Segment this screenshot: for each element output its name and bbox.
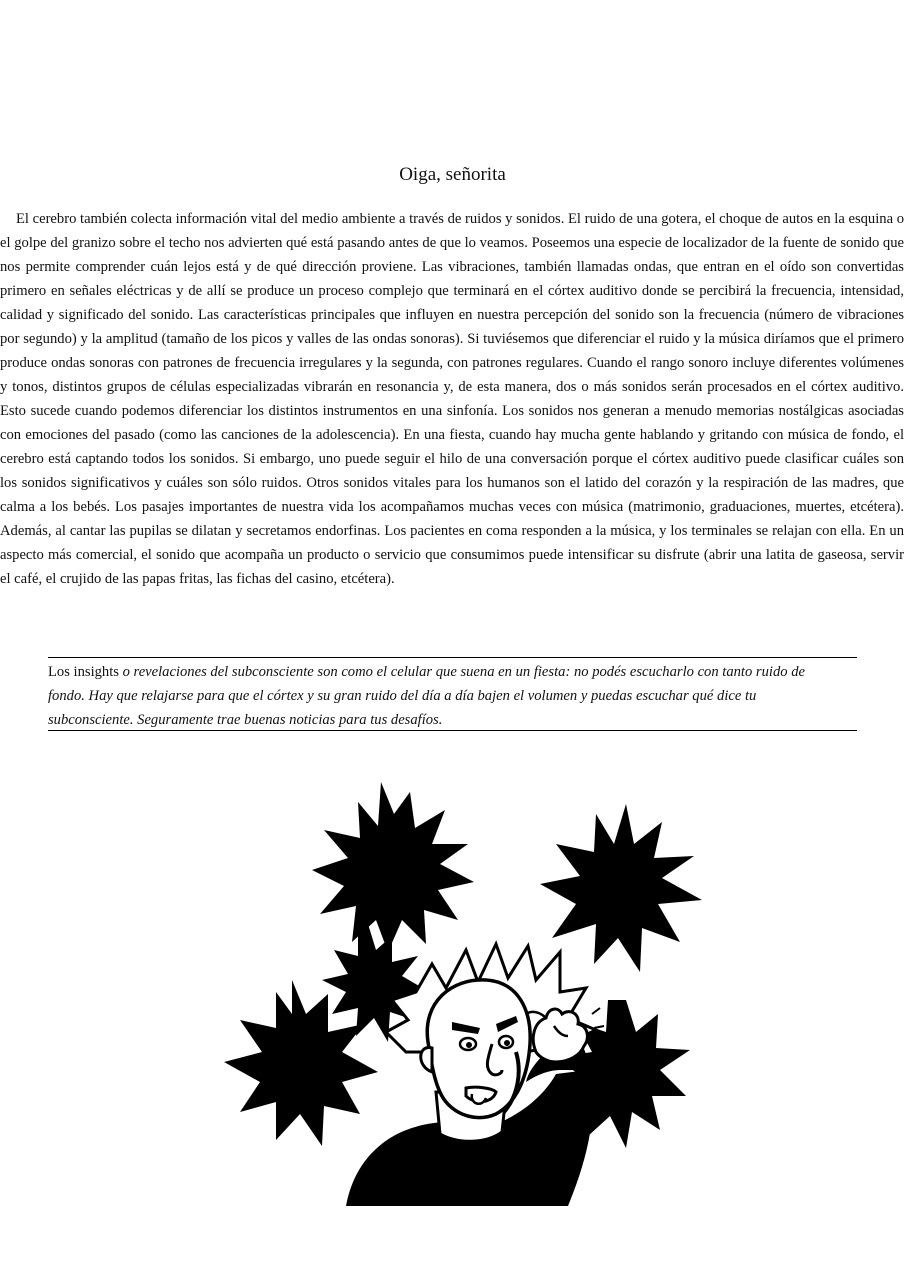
body-paragraph: El cerebro también colecta información vital del medio ambiente a través de ruidos y sonidos. El ruido de una gotera, el choque de autos en la esquina o el golpe del granizo sobre el techo nos advierten qué está pasando antes de que lo veamos. Poseemos una especie de localizador de la fuente de sonido que nos permite comprender cuán lejos está y de qué dirección proviene. Las vibraciones, también llamadas ondas, que entran en el oído son convertidas primero en señales eléctricas y de allí se produce un proceso complejo que terminará en el córtex auditivo donde se percibirá la frecuencia, intensidad, calidad y significado del sonido. Las características principales que influyen en nuestra percepción del sonido son la frecuencia (número de vibraciones por segundo) y la amplitud (tamaño de los picos y valles de las ondas sonoras). Si tuviésemos que diferenciar el ruido y la música diríamos que el primero produce ondas sonoras con patrones de frecuencia irregulares y la segunda, con patrones regulares. Cuando el rango sonoro incluye diferentes volúmenes y tonos, distintos grupos de células especializadas vibrarán en resonancia y, de esta manera, dos o más sonidos serán procesados en el córtex auditivo. Esto sucede cuando podemos diferenciar los distintos instrumentos en una sinfonía. Los sonidos nos generan a menudo memorias nostálgicas asociadas con emociones del pasado (como las canciones de la adolescencia). En una fiesta, cuando hay mucha gente hablando y gritando con música de fondo, el cerebro está captando todos los sonidos. Si embargo, uno puede seguir el hilo de una conversación porque el córtex auditivo puede clasificar cuáles son los sonidos significativos y cuáles son sólo ruidos. Otros sonidos vitales para los humanos son el latido del corazón y la respiración de las madres, que calma a los bebés. Los pasajes importantes de nuestra vida los acompañamos muchas veces con música (matrimonio, graduaciones, muertes, etcétera). Además, al cantar las pupilas se dilatan y secretamos endorfinas. Los pacientes en coma responden a la música, y los terminales se relajan con ella. En un aspecto más comercial, el sonido que acompaña un producto o servicio que consumimos puede intensificar su disfrute (abrir una latita de gaseosa, servir el café, el crujido de las papas fritas, las fichas del casino, etcétera). bbox=[0, 211, 904, 587]
noise-burst-top-right bbox=[540, 804, 702, 972]
ear bbox=[421, 1048, 432, 1072]
noise-burst-top bbox=[312, 782, 474, 952]
thinking-man-with-noise-bursts-icon bbox=[196, 752, 710, 1206]
callout-text: o revelaciones del subconsciente son como el celular que suena en un fiesta: no podés escucharlo con tanto ruido de fondo. Hay que relajarse para que el córtex y su gran ruido del día a día bajen el volumen y puedas escuchar qué dice tu subconsciente. Seguramente trae buenas noticias para tus desafíos. bbox=[48, 664, 805, 728]
page-title: Oiga, señorita bbox=[399, 164, 506, 185]
callout-lead: Los insights bbox=[48, 664, 123, 680]
insight-callout bbox=[48, 657, 857, 731]
